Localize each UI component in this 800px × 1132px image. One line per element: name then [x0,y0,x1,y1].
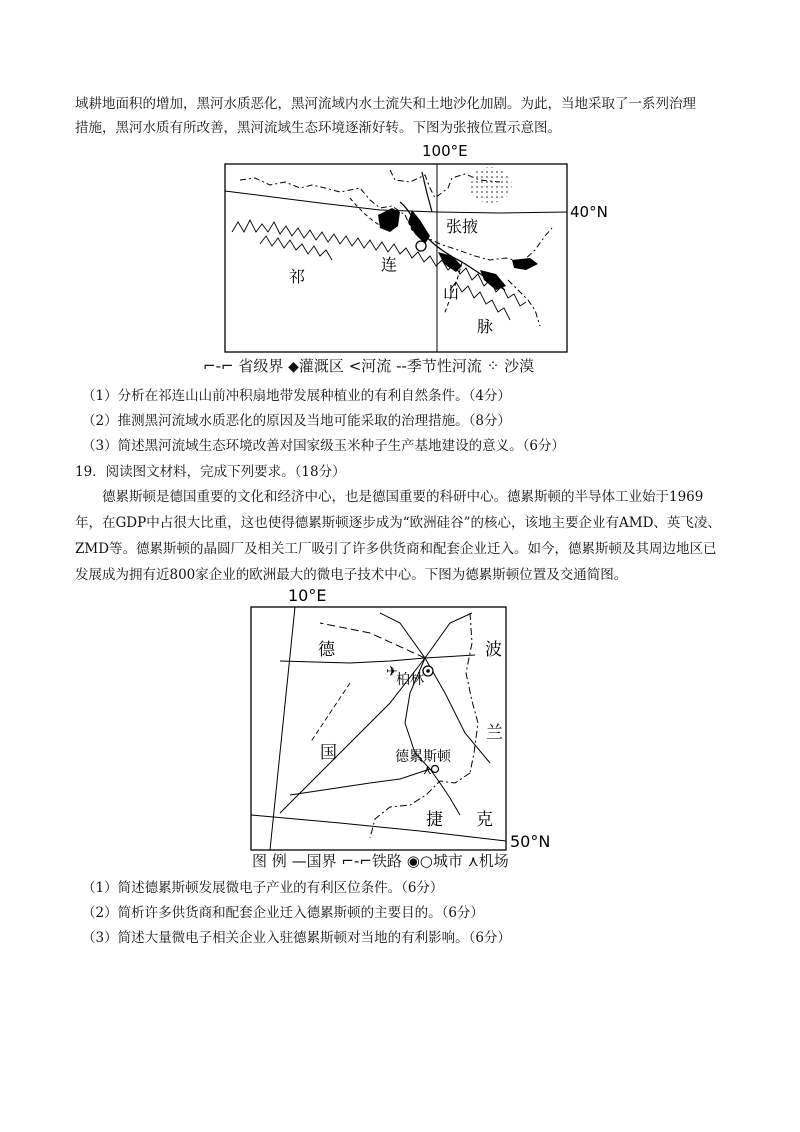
seasonal-river-symbol-icon: -- [396,357,407,375]
dresden-map [240,583,560,858]
country-char: 捷 [426,810,443,830]
legend-boundary: 省级界 [238,357,284,375]
legend-title: 图 例 [252,852,287,870]
airport-icon: ⋏ [423,763,432,777]
airport-icon: ✈ [386,664,398,680]
zhangye-map [200,140,620,380]
mountain-char: 山 [443,283,460,302]
legend-seasonal-river: 季节性河流 [406,357,482,375]
legend-irrigation: 灌溉区 [298,357,344,375]
border-symbol-icon: — [291,852,307,870]
lon-label: 10°E [288,586,327,605]
river-symbol-icon: < [348,357,362,375]
q19-heading: 19．阅读图文材料，完成下列要求。（18分） [75,464,346,480]
intro-line-1: 域耕地面积的增加，黑河水质恶化，黑河流域内水土流失和土地沙化加剧。为此，当地采取了一系列治理 [75,96,696,112]
q19-sub1: （1）简述德累斯顿发展微电子产业的有利区位条件。（6分） [82,880,444,896]
lat-label: 40°N [570,203,608,221]
irrigation-symbol-icon: ◆ [288,359,299,375]
legend-railway: 铁路 [371,852,402,870]
city-symbol-icon: ◉○ [406,852,433,870]
q18-sub1: （1）分析在祁连山山前冲积扇地带发展种植业的有利自然条件。（4分） [82,388,511,404]
zhangye-label: 张掖 [446,217,479,236]
zhangye-city-symbol [416,241,426,251]
boundary-symbol-icon: ⌐-⌐ [203,357,234,375]
q19-paragraph: 德累斯顿是德国重要的文化和经济中心，也是德国重要的科研中心。德累斯顿的半导体工业始于1969年，在GDP中占很大比重，这也使得德累斯顿逐步成为“欧洲硅谷”的核心，该地主要企业有AMD、英飞凌、ZMD等。德累斯顿的晶圆厂及相关工厂吸引了许多供货商和配套企业迁入。如今，德累斯顿及其周边地区已发展成为拥有近800家企业的欧洲最大的微电子技术中心。下图为德累斯顿位置及交通简图。 [75,489,721,583]
legend-border: 国界 [306,852,337,870]
airport-symbol-icon: ⋏ [467,852,479,870]
map2-legend [252,850,509,871]
country-char: 国 [320,743,337,763]
legend-airport: 机场 [478,852,509,870]
map-frame [251,607,506,850]
lon-label: 100°E [422,142,468,160]
dresden-label: 德累斯顿 [395,749,451,765]
country-char: 德 [318,640,335,660]
q18-sub2: （2）推测黑河流域水质恶化的原因及当地可能采取的治理措施。（8分） [82,413,511,429]
q19-sub3: （3）简述大量微电子相关企业入驻德累斯顿对当地的有利影响。（6分） [82,930,511,946]
mountain-char: 脉 [477,317,494,336]
country-char: 克 [476,810,493,830]
map1-legend [203,355,534,376]
desert-area [468,167,512,203]
dresden-city-symbol [432,766,439,773]
legend-city: 城市 [432,852,463,870]
country-char: 波 [485,640,502,660]
mountain-char: 祁 [289,267,306,286]
berlin-label: 柏林 [396,672,424,688]
mountain-char: 连 [381,255,398,274]
railway-symbol-icon: ⌐-⌐ [341,852,372,870]
legend-desert: 沙漠 [504,357,535,375]
desert-symbol-icon: ⁘ [486,357,500,375]
legend-river: 河流 [361,357,392,375]
country-char: 兰 [486,723,503,743]
lat-label: 50°N [510,832,551,851]
berlin-city-symbol [426,669,430,673]
intro-line-2: 措施，黑河水质有所改善，黑河流域生态环境逐渐好转。下图为张掖位置示意图。 [75,120,561,136]
q18-sub3: （3）简述黑河流域生态环境改善对国家级玉米种子生产基地建设的意义。（6分） [82,438,565,454]
q19-sub2: （2）简析许多供货商和配套企业迁入德累斯顿的主要目的。（6分） [82,905,484,921]
